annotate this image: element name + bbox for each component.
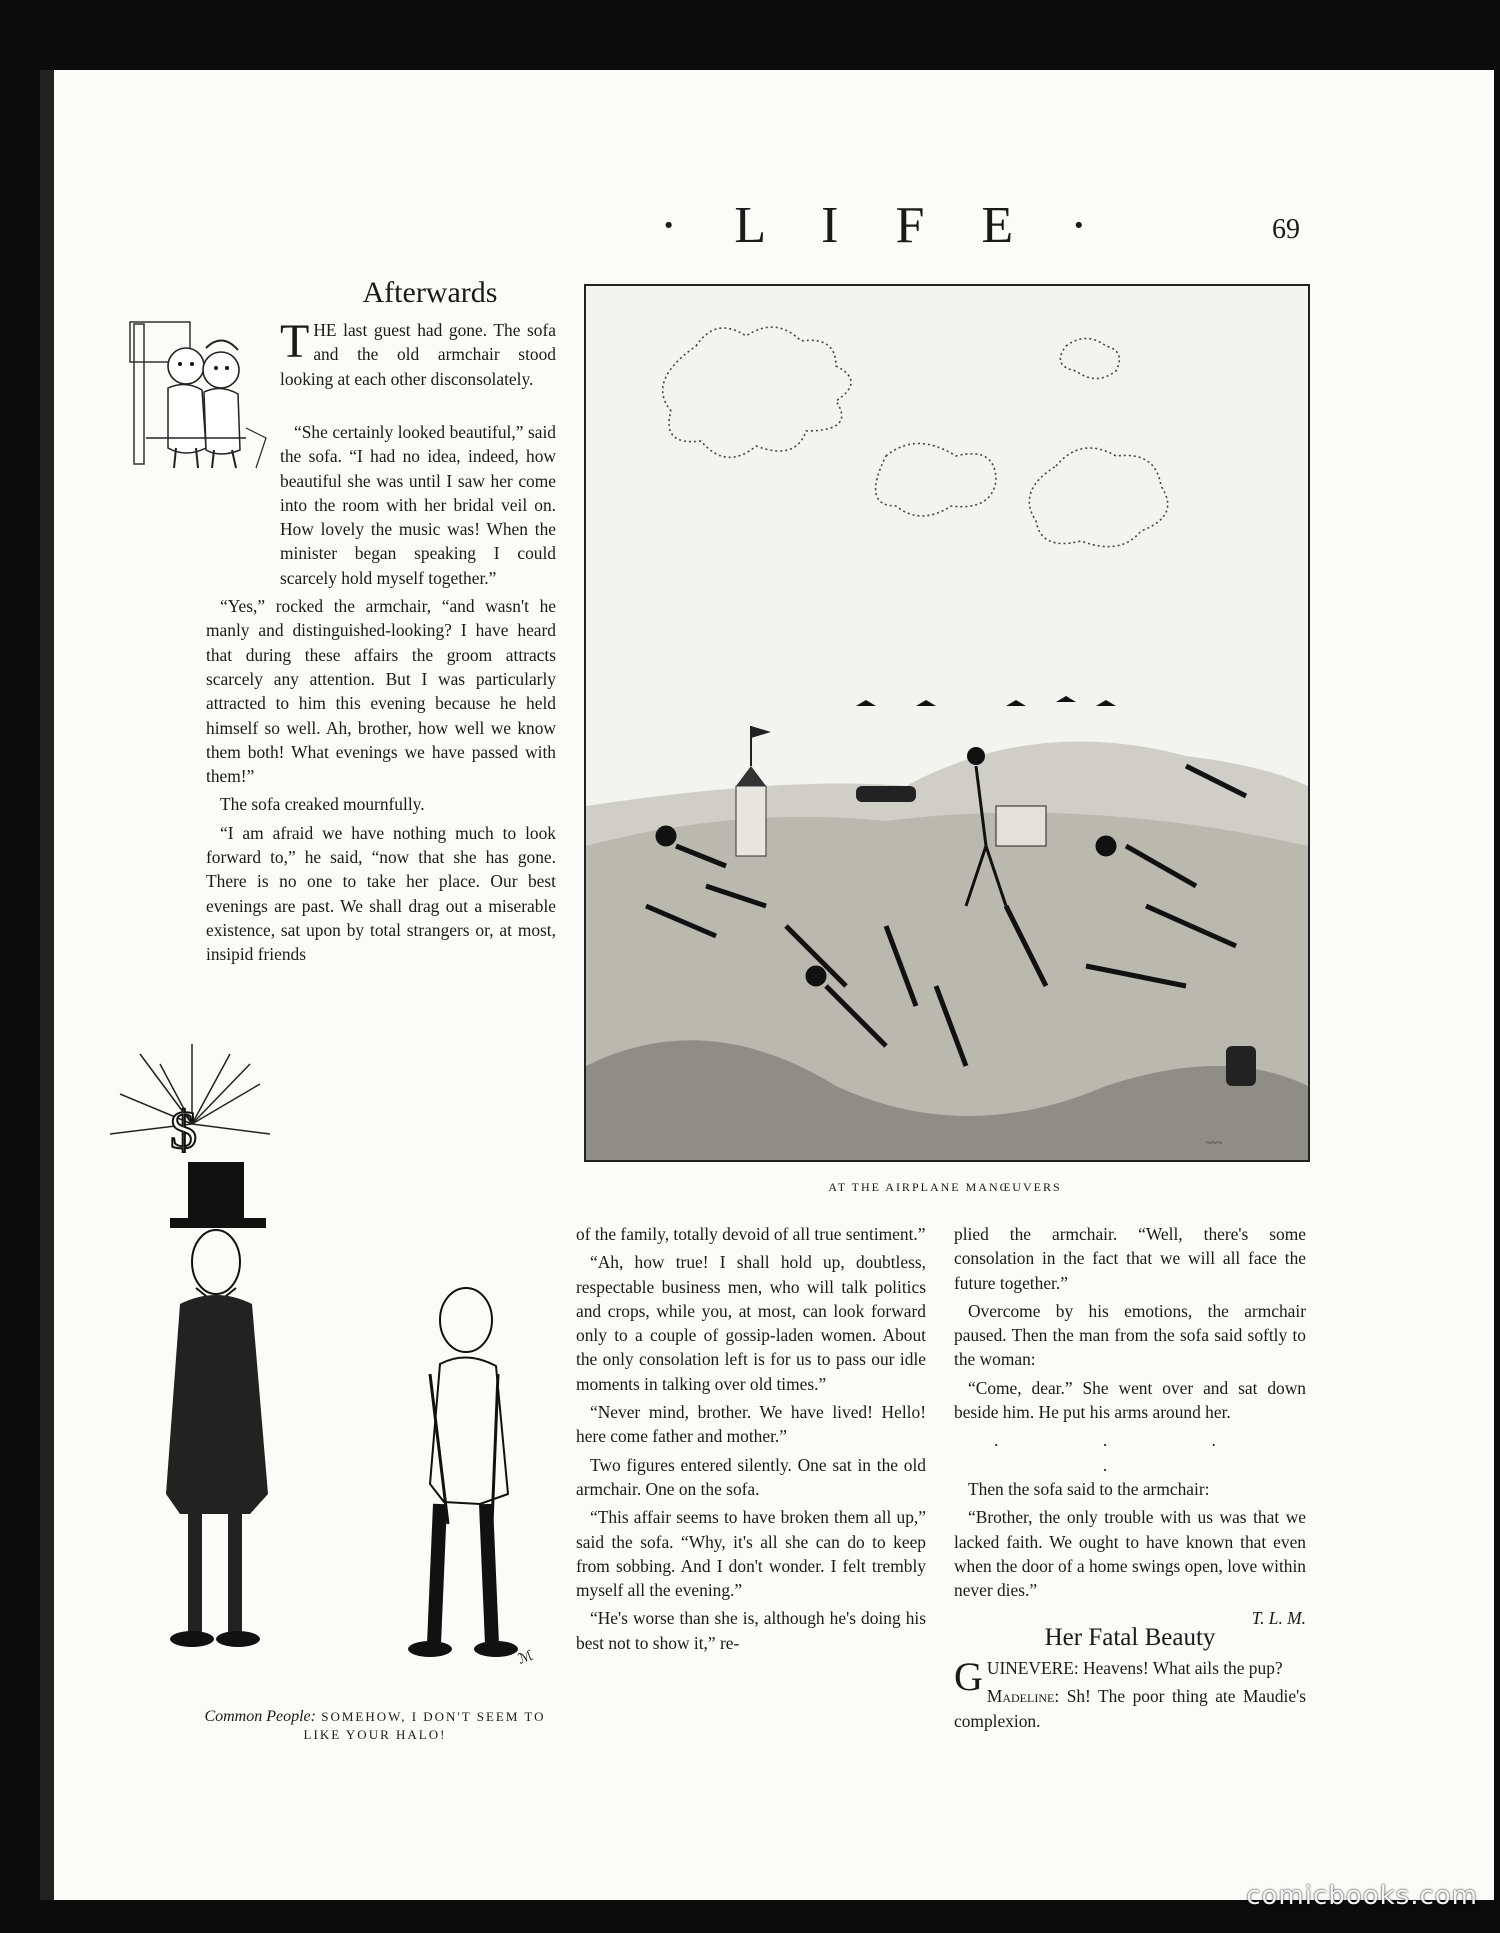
watermark: comicbooks.com xyxy=(1246,1881,1478,1911)
article-column-3 xyxy=(954,1222,1306,1631)
paragraph: of the family, totally devoid of all true sentiment.” xyxy=(576,1224,926,1244)
paragraph: “I am afraid we have nothing much to look forward to,” he said, “now that she has gone. There is no one to take her place. Our best evenings are past. We shall drag out a miserable existence, sat upon by total strangers or, at most, insipid friends xyxy=(206,822,556,965)
article2-body xyxy=(954,1656,1306,1737)
paragraph: HE last guest had gone. The sofa and the old armchair stood looking at each other disconsolately. xyxy=(280,320,556,389)
svg-text:$: $ xyxy=(170,1100,197,1160)
caption-text: SOMEHOW, I DON'T SEEM TO LIKE YOUR HALO! xyxy=(303,1709,546,1742)
paragraph: “Ah, how true! I shall hold up, doubtless, respectable business men, who will talk politics and crops, while you, at most, can look forward only to a couple of gossip-laden women. About the only consolation left is for us to pass our idle moments in talking over old times.” xyxy=(576,1252,926,1394)
caption-speaker: Common People: xyxy=(204,1708,316,1725)
main-illustration-caption: AT THE AIRPLANE MANŒUVERS xyxy=(828,1180,1062,1194)
cartoon-caption xyxy=(190,1708,560,1744)
paragraph: “Come, dear.” She went over and sat down beside him. He put his arms around her. xyxy=(954,1377,1306,1423)
paragraph: plied the armchair. “Well, there's some consolation in the fact that we will all face the future together.” xyxy=(954,1224,1306,1293)
paragraph: “Brother, the only trouble with us was that we lacked faith. We ought to have known that even when the door of a home swings open, love within never dies.” xyxy=(954,1507,1306,1601)
article-column-1a xyxy=(280,315,556,395)
paragraph: “She certainly looked beautiful,” said the sofa. “I had no idea, indeed, how beautiful she was until I saw her come into the room with her bridal veil on. How lovely the music was! When the minister began speaking I could scarcely hold myself together.” xyxy=(280,422,556,588)
article-column-2 xyxy=(576,1222,926,1659)
dialogue-line: Sh! The poor thing ate Maudie's complexion. xyxy=(954,1686,1306,1731)
page-number: 69 xyxy=(1272,214,1300,245)
paragraph: “Yes,” rocked the armchair, “and wasn't he manly and distinguished-looking? I have heard that during these affairs the groom attracts scarcely any attention. But I was particularly attracted to him this evening because he held himself so well. Ah, brother, how well we know them both! What evenings we have passed with them!” xyxy=(206,596,556,787)
paragraph: Then the sofa said to the armchair: xyxy=(968,1478,1210,1499)
paragraph: The sofa creaked mournfully. xyxy=(220,794,425,815)
dialogue-line: UINEVERE: Heavens! What ails the pup? xyxy=(986,1658,1283,1678)
svg-text:~~~: ~~~ xyxy=(1206,1138,1223,1149)
halo-cartoon xyxy=(100,1024,560,1704)
paragraph: Two figures entered silently. One sat in the old armchair. One on the sofa. xyxy=(576,1454,926,1499)
dialogue-speaker: Madeline: xyxy=(986,1686,1060,1707)
drop-cap-g: G xyxy=(954,1654,983,1699)
airplane-manoeuvres-illustration xyxy=(584,284,1310,1162)
paragraph: “This affair seems to have broken them all up,” said the sofa. “Why, it's all she can do to keep from sobbing. And I don't wonder. I felt trembly myself all the evening.” xyxy=(576,1507,926,1601)
article-column-1b xyxy=(206,420,556,971)
article-title: Afterwards xyxy=(362,276,498,309)
article2-title: Her Fatal Beauty xyxy=(1044,1624,1216,1651)
section-break-dots: . . . . xyxy=(994,1430,1266,1475)
paragraph: Overcome by his emotions, the armchair paused. Then the man from the sofa said softly to the woman: xyxy=(954,1300,1306,1370)
paragraph: “He's worse than she is, although he's doing his best not to show it,” re- xyxy=(576,1608,926,1653)
paragraph: “Never mind, brother. We have lived! Hello! here come father and mother.” xyxy=(576,1402,926,1447)
svg-text:ℳ: ℳ xyxy=(516,1648,536,1668)
drop-cap-t: T xyxy=(280,315,310,368)
author-signature: T. L. M. xyxy=(1251,1608,1306,1629)
masthead-title: · L I F E · xyxy=(660,197,1110,254)
